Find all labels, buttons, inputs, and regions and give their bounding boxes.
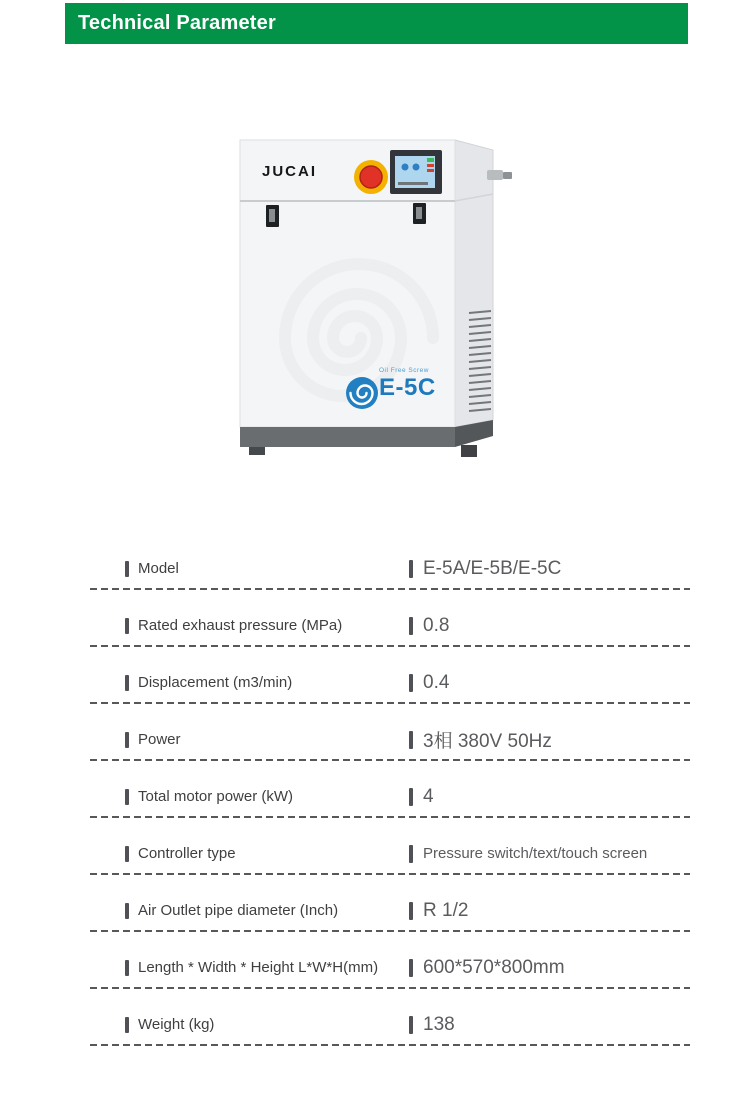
value-marker-bar xyxy=(409,902,413,920)
page-title: Technical Parameter xyxy=(78,12,276,34)
label-marker-bar xyxy=(125,903,129,919)
label-marker-bar xyxy=(125,675,129,691)
value-marker-bar xyxy=(409,845,413,863)
spec-value-cell xyxy=(409,786,434,808)
spec-label-cell xyxy=(125,845,409,862)
spec-label-cell xyxy=(125,674,409,691)
spec-value: 0.4 xyxy=(423,671,450,693)
label-marker-bar xyxy=(125,561,129,577)
spec-value: 3相 380V 50Hz xyxy=(423,731,552,752)
spec-value-cell xyxy=(409,900,468,922)
value-marker-bar xyxy=(409,674,413,692)
spec-row-displacement xyxy=(90,647,690,704)
spec-label: Controller type xyxy=(138,845,236,862)
model-label: E-5C xyxy=(379,374,436,401)
spec-label-cell xyxy=(125,788,409,805)
spec-label: Model xyxy=(138,560,179,577)
spec-row-weight xyxy=(90,989,690,1046)
panel-handle-left xyxy=(266,205,279,227)
spec-value: E-5A/E-5B/E-5C xyxy=(423,557,562,579)
value-marker-bar xyxy=(409,617,413,635)
spec-value-cell xyxy=(409,957,565,979)
label-marker-bar xyxy=(125,846,129,862)
foot-right xyxy=(461,445,477,457)
spec-row-rated-exhaust-pressure xyxy=(90,590,690,647)
spec-value: Pressure switch/text/touch screen xyxy=(423,845,648,862)
spec-row-total-motor-power xyxy=(90,761,690,818)
spec-value: 0.8 xyxy=(423,614,450,636)
model-tagline: Oil Free Screw xyxy=(379,367,429,374)
spec-label-cell xyxy=(125,902,409,919)
label-marker-bar xyxy=(125,960,129,976)
spec-label: Length * Width * Height L*W*H(mm) xyxy=(138,959,379,976)
value-marker-bar xyxy=(409,959,413,977)
spec-value: 138 xyxy=(423,1013,455,1035)
spec-row-air-outlet-pipe-diameter xyxy=(90,875,690,932)
spec-label-cell xyxy=(125,959,409,976)
spec-label-cell xyxy=(125,560,409,577)
spec-label-cell xyxy=(125,617,409,634)
spec-row-controller-type xyxy=(90,818,690,875)
foot-left xyxy=(249,447,265,455)
control-screen xyxy=(390,150,442,194)
spec-label: Air Outlet pipe diameter (Inch) xyxy=(138,902,339,919)
product-image xyxy=(235,133,525,468)
spec-value: 600*570*800mm xyxy=(423,956,565,978)
brand-logo-text: JUCAI xyxy=(262,163,318,180)
section-header-bar xyxy=(65,3,688,44)
spec-table xyxy=(90,533,690,1046)
base-front xyxy=(240,427,455,447)
spec-value-cell xyxy=(409,845,647,863)
value-marker-bar xyxy=(409,1016,413,1034)
value-marker-bar xyxy=(409,788,413,806)
spec-value-cell xyxy=(409,558,561,580)
spec-label: Rated exhaust pressure (MPa) xyxy=(138,617,343,634)
value-marker-bar xyxy=(409,731,413,749)
value-marker-bar xyxy=(409,560,413,578)
spec-value: R 1/2 xyxy=(423,899,469,921)
spec-row-dimensions xyxy=(90,932,690,989)
spec-row-model xyxy=(90,533,690,590)
label-marker-bar xyxy=(125,732,129,748)
spec-row-power xyxy=(90,704,690,761)
spec-value: 4 xyxy=(423,785,434,807)
compressor-illustration xyxy=(235,133,525,468)
spec-label: Displacement (m3/min) xyxy=(138,674,293,691)
air-outlet-fitting xyxy=(487,170,512,180)
spec-label: Weight (kg) xyxy=(138,1016,215,1033)
label-marker-bar xyxy=(125,1017,129,1033)
spec-value-cell xyxy=(409,615,449,637)
spec-label-cell xyxy=(125,1016,409,1033)
brand-swirl-logo xyxy=(346,377,378,409)
spec-label: Total motor power (kW) xyxy=(138,788,294,805)
spec-value-cell xyxy=(409,1014,455,1036)
spec-label-cell xyxy=(125,731,409,748)
spec-value-cell xyxy=(409,726,552,753)
label-marker-bar xyxy=(125,618,129,634)
spec-label: Power xyxy=(138,731,181,748)
panel-handle-right xyxy=(413,203,426,224)
label-marker-bar xyxy=(125,789,129,805)
spec-value-cell xyxy=(409,672,449,694)
